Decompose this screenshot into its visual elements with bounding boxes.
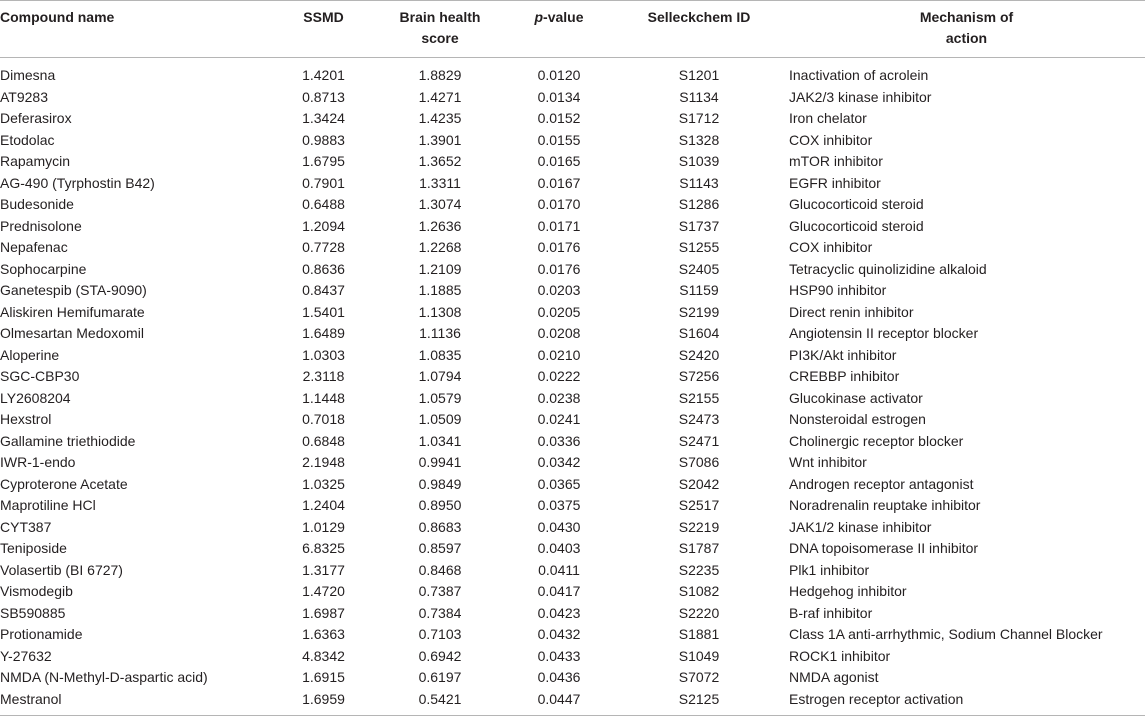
- selleckchem-id-cell: S1039: [678, 153, 720, 169]
- compound-name-cell: Rapamycin: [0, 153, 71, 169]
- ssmd-cell: 4.8342: [302, 647, 345, 664]
- header-mech-line1: Mechanism of: [919, 9, 1014, 25]
- mechanism-cell: Inactivation of acrolein: [789, 67, 929, 83]
- p-value-cell: 0.0447: [509, 689, 609, 716]
- selleckchem-id-cell: S2405: [678, 260, 720, 277]
- p-value-cell: 0.0176: [537, 239, 581, 255]
- selleckchem-id-cell: S1143: [679, 174, 719, 191]
- table-row: [0, 237, 1145, 259]
- ssmd-cell: 1.6959: [276, 689, 371, 716]
- table-row: [0, 624, 1145, 646]
- compound-name-cell: Olmesartan Medoxomil: [0, 325, 144, 341]
- compound-name-cell: Y-27632: [0, 647, 52, 664]
- mechanism-cell: Glucokinase activator: [789, 389, 923, 406]
- p-value-cell: 0.0203: [537, 282, 581, 298]
- compound-name-cell: SGC-CBP30: [0, 368, 80, 384]
- mechanism-cell: ROCK1 inhibitor: [789, 647, 891, 664]
- header-mechanism: [789, 1, 1145, 58]
- mechanism-cell: HSP90 inhibitor: [789, 282, 887, 298]
- selleckchem-id-cell: S2199: [678, 303, 720, 320]
- mechanism-cell: Glucocorticoid steroid: [789, 217, 924, 234]
- header-brain-line1: Brain health: [399, 9, 481, 25]
- brain-health-score-cell: 1.3652: [418, 153, 462, 169]
- brain-health-score-cell: 0.5421: [371, 689, 509, 716]
- ssmd-cell: 1.6987: [302, 604, 345, 621]
- compound-name-cell: Nepafenac: [0, 239, 68, 255]
- mechanism-cell: Estrogen receptor activation: [789, 689, 1145, 716]
- header-p-italic: p: [534, 9, 544, 25]
- mechanism-cell: Hedgehog inhibitor: [789, 583, 907, 599]
- mechanism-cell: CREBBP inhibitor: [789, 368, 900, 384]
- selleckchem-id-cell: S1737: [678, 217, 720, 234]
- selleckchem-id-cell: S1712: [678, 110, 720, 126]
- mechanism-cell: NMDA agonist: [789, 669, 879, 685]
- p-value-cell: 0.0403: [537, 540, 581, 556]
- brain-health-score-cell: 0.7384: [418, 604, 462, 621]
- ssmd-cell: 0.7018: [302, 411, 345, 427]
- selleckchem-id-cell: S2220: [678, 604, 720, 621]
- ssmd-cell: 0.8713: [302, 88, 345, 105]
- p-value-cell: 0.0238: [537, 389, 581, 406]
- table-row: [0, 58, 1145, 87]
- selleckchem-id-cell: S1201: [678, 67, 720, 83]
- ssmd-cell: 2.1948: [302, 454, 345, 470]
- selleckchem-id-cell: S1328: [678, 131, 720, 148]
- brain-health-score-cell: 1.0579: [418, 389, 462, 406]
- ssmd-cell: 0.9883: [302, 131, 345, 148]
- p-value-cell: 0.0433: [537, 647, 581, 664]
- brain-health-score-cell: 1.1308: [418, 303, 462, 320]
- brain-health-score-cell: 0.9941: [418, 454, 462, 470]
- ssmd-cell: 1.5401: [302, 303, 345, 320]
- header-ssmd: SSMD: [276, 1, 371, 58]
- mechanism-cell: Class 1A anti-arrhythmic, Sodium Channel Blocker: [789, 626, 1103, 642]
- mechanism-cell: Nonsteroidal estrogen: [789, 411, 926, 427]
- ssmd-cell: 6.8325: [302, 540, 345, 556]
- p-value-cell: 0.0336: [537, 432, 581, 449]
- selleckchem-id-cell: S2042: [678, 475, 720, 492]
- compound-name-cell: AG-490 (Tyrphostin B42): [0, 174, 155, 191]
- table-row: [0, 474, 1145, 496]
- compound-name-cell: Volasertib (BI 6727): [0, 561, 123, 578]
- mechanism-cell: JAK1/2 kinase inhibitor: [789, 518, 932, 535]
- table-row: [0, 151, 1145, 173]
- table-row: [0, 517, 1145, 539]
- ssmd-cell: 1.6489: [302, 325, 345, 341]
- p-value-cell: 0.0432: [537, 626, 581, 642]
- table-row: [0, 388, 1145, 410]
- table-row: [0, 280, 1145, 302]
- selleckchem-id-cell: S1881: [678, 626, 720, 642]
- selleckchem-id-cell: S1134: [679, 88, 719, 105]
- mechanism-cell: mTOR inhibitor: [789, 153, 883, 169]
- p-value-cell: 0.0205: [537, 303, 581, 320]
- mechanism-cell: DNA topoisomerase II inhibitor: [789, 540, 979, 556]
- selleckchem-id-cell: S7072: [678, 669, 720, 685]
- ssmd-cell: 1.0303: [302, 346, 345, 363]
- brain-health-score-cell: 1.8829: [418, 67, 462, 83]
- p-value-cell: 0.0423: [537, 604, 581, 621]
- selleckchem-id-cell: S2219: [678, 518, 720, 535]
- ssmd-cell: 0.7901: [302, 174, 345, 191]
- ssmd-cell: 1.4720: [302, 583, 345, 599]
- compound-name-cell: Prednisolone: [0, 217, 82, 234]
- p-value-cell: 0.0210: [537, 346, 581, 363]
- selleckchem-id-cell: S2517: [678, 497, 720, 513]
- selleckchem-id-cell: S7086: [678, 454, 720, 470]
- header-compound-name: Compound name: [0, 1, 276, 58]
- mechanism-cell: Tetracyclic quinolizidine alkaloid: [789, 260, 987, 277]
- p-value-cell: 0.0411: [538, 561, 580, 578]
- selleckchem-id-cell: S2235: [678, 561, 720, 578]
- selleckchem-id-cell: S2471: [678, 432, 720, 449]
- compound-name-cell: Teniposide: [0, 540, 67, 556]
- p-value-cell: 0.0222: [537, 368, 581, 384]
- table-row: [0, 194, 1145, 216]
- brain-health-score-cell: 0.8597: [418, 540, 462, 556]
- compound-name-cell: Etodolac: [0, 131, 55, 148]
- brain-health-score-cell: 0.6197: [418, 669, 462, 685]
- ssmd-cell: 2.3118: [302, 368, 345, 384]
- compound-name-cell: Aloperine: [0, 346, 60, 363]
- p-value-cell: 0.0436: [537, 669, 581, 685]
- ssmd-cell: 1.2404: [302, 497, 345, 513]
- header-brain-line2: score: [421, 30, 459, 46]
- compound-name-cell: Ganetespib (STA-9090): [0, 282, 147, 298]
- ssmd-cell: 1.2094: [302, 217, 345, 234]
- table-row: [0, 646, 1145, 668]
- table-body: [0, 58, 1145, 716]
- table-row: [0, 302, 1145, 324]
- compound-name-cell: Cyproterone Acetate: [0, 475, 128, 492]
- selleckchem-id-cell: S2473: [678, 411, 720, 427]
- ssmd-cell: 1.1448: [302, 389, 345, 406]
- ssmd-cell: 0.8636: [302, 260, 345, 277]
- mechanism-cell: Plk1 inhibitor: [789, 561, 870, 578]
- table-row: [0, 560, 1145, 582]
- selleckchem-id-cell: S2420: [678, 346, 720, 363]
- table-row: [0, 216, 1145, 238]
- ssmd-cell: 1.6915: [302, 669, 345, 685]
- table-row: [0, 689, 1145, 716]
- ssmd-cell: 0.8437: [302, 282, 345, 298]
- mechanism-cell: Cholinergic receptor blocker: [789, 432, 964, 449]
- selleckchem-id-cell: S1255: [678, 239, 720, 255]
- mechanism-cell: B-raf inhibitor: [789, 604, 873, 621]
- table-row: [0, 409, 1145, 431]
- mechanism-cell: JAK2/3 kinase inhibitor: [789, 88, 932, 105]
- selleckchem-id-cell: S1787: [678, 540, 720, 556]
- table-row: [0, 173, 1145, 195]
- table-row: [0, 108, 1145, 130]
- mechanism-cell: Wnt inhibitor: [789, 454, 867, 470]
- brain-health-score-cell: 1.1885: [418, 282, 462, 298]
- brain-health-score-cell: 1.1136: [419, 325, 461, 341]
- selleckchem-id-cell: S1604: [678, 325, 720, 341]
- header-selleckchem-id: Selleckchem ID: [609, 1, 789, 58]
- ssmd-cell: 0.6488: [302, 196, 345, 212]
- compound-name-cell: LY2608204: [0, 389, 71, 406]
- brain-health-score-cell: 1.2109: [418, 260, 462, 277]
- compound-name-cell: Vismodegib: [0, 583, 73, 599]
- brain-health-score-cell: 1.3901: [418, 131, 462, 148]
- brain-health-score-cell: 1.0794: [418, 368, 462, 384]
- header-mech-line2: action: [945, 30, 988, 46]
- table-header: [0, 1, 1145, 58]
- table-row: [0, 452, 1145, 474]
- p-value-cell: 0.0152: [537, 110, 581, 126]
- compound-name-cell: Gallamine triethiodide: [0, 432, 136, 449]
- mechanism-cell: Iron chelator: [789, 110, 867, 126]
- compound-name-cell: IWR-1-endo: [0, 454, 76, 470]
- table-row: [0, 366, 1145, 388]
- brain-health-score-cell: 0.6942: [418, 647, 462, 664]
- mechanism-cell: COX inhibitor: [789, 239, 873, 255]
- p-value-cell: 0.0208: [537, 325, 581, 341]
- p-value-cell: 0.0176: [537, 260, 581, 277]
- p-value-cell: 0.0241: [537, 411, 581, 427]
- table-row: [0, 603, 1145, 625]
- brain-health-score-cell: 1.3311: [419, 174, 461, 191]
- table-row: [0, 431, 1145, 453]
- compound-name-cell: Dimesna: [0, 67, 56, 83]
- ssmd-cell: 0.7728: [302, 239, 345, 255]
- selleckchem-id-cell: S2155: [678, 389, 720, 406]
- compound-name-cell: NMDA (N-Methyl-D-aspartic acid): [0, 669, 208, 685]
- selleckchem-id-cell: S2125: [609, 689, 789, 716]
- brain-health-score-cell: 1.0509: [418, 411, 462, 427]
- mechanism-cell: COX inhibitor: [789, 131, 873, 148]
- header-p-rest: -value: [543, 9, 584, 25]
- compound-name-cell: Protionamide: [0, 626, 83, 642]
- table-row: [0, 581, 1145, 603]
- p-value-cell: 0.0170: [537, 196, 581, 212]
- selleckchem-id-cell: S1159: [679, 282, 719, 298]
- p-value-cell: 0.0165: [537, 153, 581, 169]
- p-value-cell: 0.0134: [537, 88, 581, 105]
- p-value-cell: 0.0365: [537, 475, 581, 492]
- mechanism-cell: PI3K/Akt inhibitor: [789, 346, 897, 363]
- mechanism-cell: Androgen receptor antagonist: [789, 475, 974, 492]
- ssmd-cell: 1.3177: [302, 561, 345, 578]
- brain-health-score-cell: 1.2636: [418, 217, 462, 234]
- brain-health-score-cell: 1.4235: [418, 110, 462, 126]
- brain-health-score-cell: 1.4271: [418, 88, 462, 105]
- table-row: [0, 667, 1145, 689]
- brain-health-score-cell: 0.8468: [418, 561, 462, 578]
- brain-health-score-cell: 1.2268: [418, 239, 462, 255]
- compound-name-cell: Budesonide: [0, 196, 74, 212]
- compound-name-cell: Mestranol: [0, 689, 276, 716]
- p-value-cell: 0.0171: [537, 217, 581, 234]
- table-row: [0, 87, 1145, 109]
- compound-name-cell: SB590885: [0, 604, 66, 621]
- compound-name-cell: Hexstrol: [0, 411, 52, 427]
- ssmd-cell: 1.6363: [302, 626, 345, 642]
- ssmd-cell: 1.4201: [302, 67, 345, 83]
- p-value-cell: 0.0120: [537, 67, 581, 83]
- header-p-value: [509, 1, 609, 58]
- compound-name-cell: Maprotiline HCl: [0, 497, 96, 513]
- table-row: [0, 538, 1145, 560]
- brain-health-score-cell: 0.7103: [418, 626, 462, 642]
- mechanism-cell: EGFR inhibitor: [789, 174, 881, 191]
- compound-name-cell: CYT387: [0, 518, 52, 535]
- ssmd-cell: 0.6848: [302, 432, 345, 449]
- compound-name-cell: Sophocarpine: [0, 260, 87, 277]
- mechanism-cell: Direct renin inhibitor: [789, 303, 914, 320]
- brain-health-score-cell: 0.8683: [418, 518, 462, 535]
- header-brain-health-score: [371, 1, 509, 58]
- selleckchem-id-cell: S1049: [678, 647, 720, 664]
- selleckchem-id-cell: S1286: [678, 196, 720, 212]
- p-value-cell: 0.0155: [537, 131, 581, 148]
- ssmd-cell: 1.0129: [302, 518, 345, 535]
- table-row: [0, 259, 1145, 281]
- p-value-cell: 0.0417: [537, 583, 581, 599]
- compound-name-cell: AT9283: [0, 88, 48, 105]
- compound-name-cell: Aliskiren Hemifumarate: [0, 303, 145, 320]
- brain-health-score-cell: 0.9849: [418, 475, 462, 492]
- table-row: [0, 345, 1145, 367]
- ssmd-cell: 1.3424: [302, 110, 345, 126]
- brain-health-score-cell: 1.3074: [418, 196, 462, 212]
- brain-health-score-cell: 1.0835: [418, 346, 462, 363]
- brain-health-score-cell: 0.8950: [418, 497, 462, 513]
- p-value-cell: 0.0167: [537, 174, 581, 191]
- p-value-cell: 0.0430: [537, 518, 581, 535]
- selleckchem-id-cell: S1082: [678, 583, 720, 599]
- mechanism-cell: Glucocorticoid steroid: [789, 196, 924, 212]
- table-row: [0, 495, 1145, 517]
- compound-name-cell: Deferasirox: [0, 110, 72, 126]
- table-row: [0, 130, 1145, 152]
- brain-health-score-cell: 1.0341: [418, 432, 462, 449]
- p-value-cell: 0.0342: [537, 454, 581, 470]
- ssmd-cell: 1.6795: [302, 153, 345, 169]
- p-value-cell: 0.0375: [537, 497, 581, 513]
- brain-health-score-cell: 0.7387: [418, 583, 462, 599]
- selleckchem-id-cell: S7256: [678, 368, 720, 384]
- table-row: [0, 323, 1145, 345]
- ssmd-cell: 1.0325: [302, 475, 345, 492]
- mechanism-cell: Noradrenalin reuptake inhibitor: [789, 497, 981, 513]
- mechanism-cell: Angiotensin II receptor blocker: [789, 325, 979, 341]
